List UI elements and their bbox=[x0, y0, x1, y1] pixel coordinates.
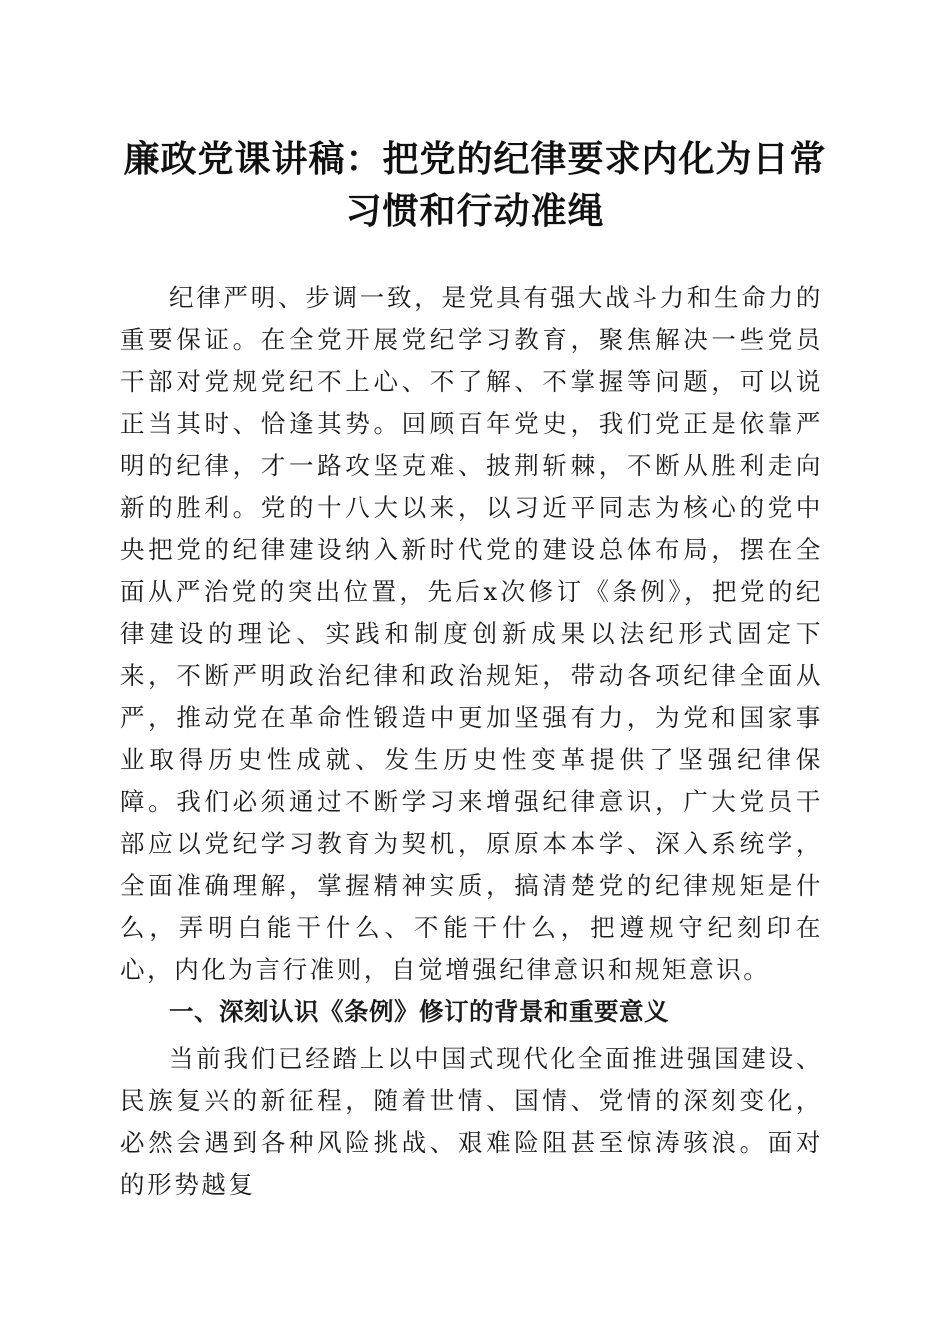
body-paragraph: 当前我们已经踏上以中国式现代化全面推进强国建设、民族复兴的新征程，随着世情、国情、党情的深刻变化，必然会遇到各种风险挑战、艰难险阻甚至惊涛骇浪。面对的形势越复 bbox=[120, 1044, 823, 1199]
document-title: 廉政党课讲稿：把党的纪律要求内化为日常习惯和行动准绳 bbox=[123, 138, 827, 232]
body-paragraph: 纪律严明、步调一致，是党具有强大战斗力和生命力的重要保证。在全党开展党纪学习教育，聚焦解决一些党员干部对党规党纪不上心、不了解、不掌握等问题，可以说正当其时、恰逢其势。回顾百年党史，我们党正是依靠严明的纪律，才一路攻坚克难、披荆斩棘，不断从胜利走向新的胜利。党的十八大以来，以习近平同志为核心的党中央把党的纪律建设纳入新时代党的建设总体布局，摆在全面从严治党的突出位置，先后x次修订《条例》，把党的纪律建设的理论、实践和制度创新成果以法纪形式固定下来，不断严明政治纪律和政治规矩，带动各项纪律全面从严，推动党在革命性锻造中更加坚强有力，为党和国家事业取得历史性成就、发生历史性变革提供了坚强纪律保障。我们必须通过不断学习来增强纪律意识，广大党员干部应以党纪学习教育为契机，原原本本学、深入系统学，全面准确理解，掌握精神实质，搞清楚党的纪律规矩是什么，弄明白能干什么、不能干什么，把遵规守纪刻印在心，内化为言行准则，自觉增强纪律意识和规矩意识。 bbox=[120, 283, 823, 984]
section-heading: 一、深刻认识《条例》修订的背景和重要意义 bbox=[169, 997, 669, 1026]
